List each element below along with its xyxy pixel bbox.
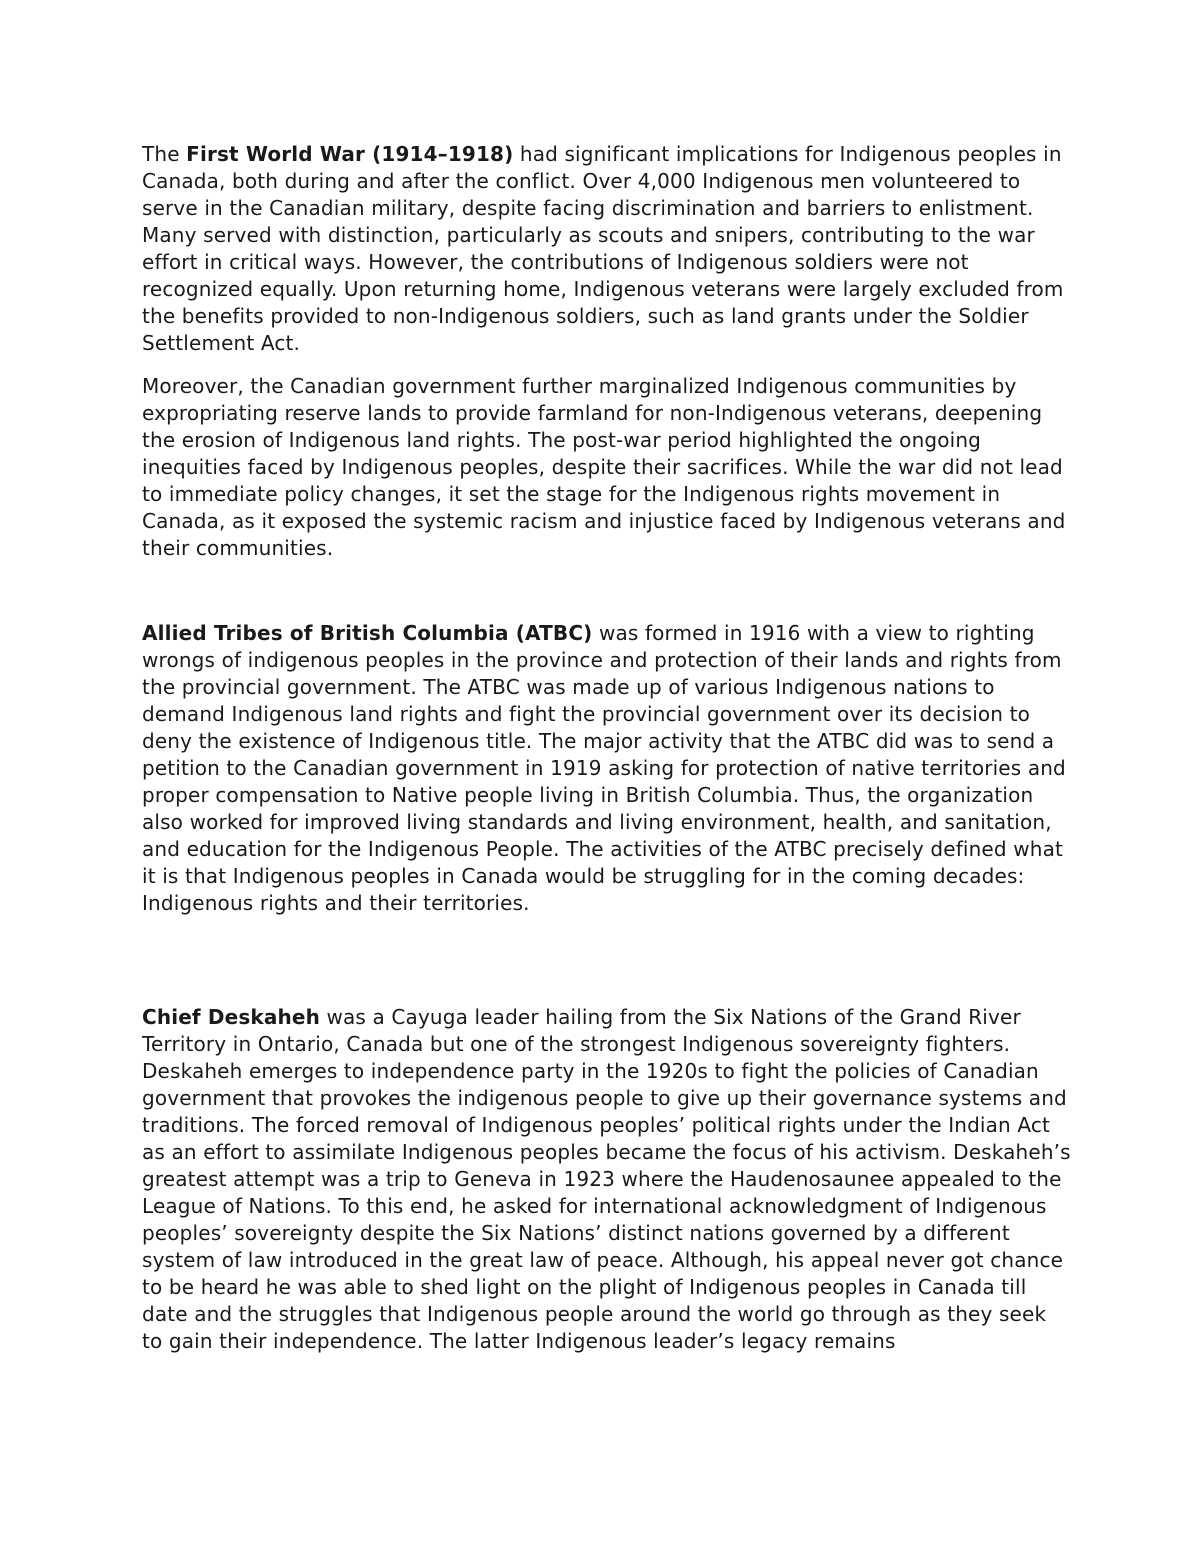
term-chief-deskaheh: Chief Deskaheh [142, 1005, 321, 1029]
paragraph-body: was a Cayuga leader hailing from the Six Nations of the Grand River Territory in Ontario, Canada but one of the strongest Indigenous sovereignty fighters. Deskaheh emerges to independence party in the 1920s to fight the policies of Canadian government that provokes the indigenous people to give up their governance systems and traditions. The forced removal of Indigenous peoples’ political rights under the Indian Act as an effort to assimilate Indigenous peoples became the focus of his activism. Deskaheh’s greatest attempt was a trip to Geneva in 1923 where the Haudenosaunee appealed to the League of Nations. To this end, he asked for international acknowledgment of Indigenous peoples’ sovereignty despite the Six Nations’ distinct nations governed by a different system of law introduced in the great law of peace. Although, his appeal never got chance to be heard he was able to shed light on the plight of Indigenous peoples in Canada till date and the struggles that Indigenous people around the world go through as they seek to gain their independence. The latter Indigenous leader’s legacy remains [142, 1005, 1071, 1353]
term-atbc: Allied Tribes of British Columbia (ATBC) [142, 621, 593, 645]
term-first-world-war: First World War (1914–1918) [186, 142, 514, 166]
paragraph-body: Moreover, the Canadian government further marginalized Indigenous communities by expropriating reserve lands to provide farmland for non-Indigenous veterans, deepening the erosion of Indigenous land rights. The post-war period highlighted the ongoing inequities faced by Indigenous peoples, despite their sacrifices. While the war did not lead to immediate policy changes, it set the stage for the Indigenous rights movement in Canada, as it exposed the systemic racism and injustice faced by Indigenous veterans and their communities. [142, 374, 1066, 560]
paragraph-lead: The [142, 142, 187, 166]
paragraph-body: was formed in 1916 with a view to righting wrongs of indigenous peoples in the province and protection of their lands and rights from the provincial government. The ATBC was made up of various Indigenous nations to demand Indigenous land rights and fight the provincial government over its decision to deny the existence of Indigenous title. The major activity that the ATBC did was to send a petition to the Canadian government in 1919 asking for protection of native territories and proper compensation to Native people living in British Columbia. Thus, the organization also worked for improved living standards and living environment, health, and sanitation, and education for the Indigenous People. The activities of the ATBC precisely defined what it is that Indigenous peoples in Canada would be struggling for in the coming decades: Indigenous rights and their territories. [142, 621, 1066, 915]
paragraph-first-world-war [142, 141, 1072, 357]
paragraph-post-war [142, 373, 1072, 562]
paragraph-chief-deskaheh [142, 1004, 1072, 1355]
paragraph-atbc [142, 620, 1072, 917]
paragraph-body: had significant implications for Indigenous peoples in Canada, both during and after the conflict. Over 4,000 Indigenous men volunteered to serve in the Canadian military, despite facing discrimination and barriers to enlistment. Many served with distinction, particularly as scouts and snipers, contributing to the war effort in critical ways. However, the contributions of Indigenous soldiers were not recognized equally. Upon returning home, Indigenous veterans were largely excluded from the benefits provided to non-Indigenous soldiers, such as land grants under the Soldier Settlement Act. [142, 142, 1064, 355]
